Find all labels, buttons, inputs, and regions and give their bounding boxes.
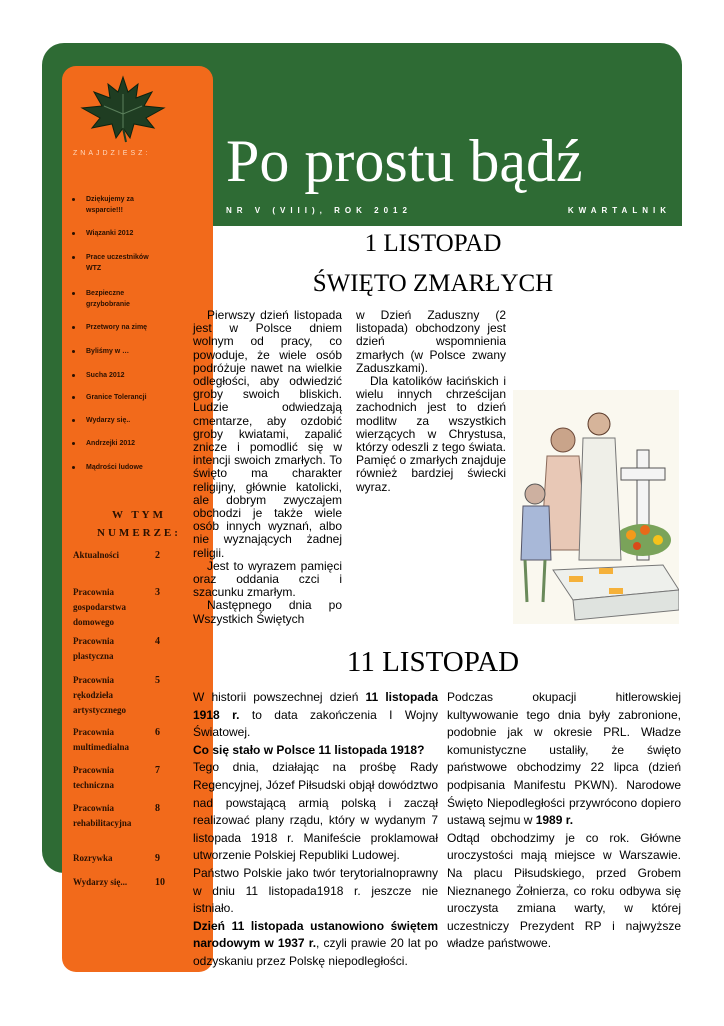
topic-item[interactable]: Mądrości ludowe xyxy=(70,462,210,473)
in-issue-heading: W TYM NUMERZE: xyxy=(97,509,181,539)
paragraph: w Dzień Zaduszny (2 listopada) obchodzony jest dzień wspomnienia zmarłych (w Polsce zwany Zaduszkami). xyxy=(356,308,506,375)
contents-entry[interactable]: Pracownia techniczna 7 xyxy=(73,765,160,790)
bullet-icon xyxy=(72,466,75,469)
contents-entry[interactable]: Aktualności 2 xyxy=(73,550,160,561)
bullet-icon xyxy=(72,198,75,201)
find-label: ZNAJDZIESZ: xyxy=(73,150,151,157)
paragraph: Dla katolików łacińskich i wielu innych chrześcijan zachodnich jest to dzień modlitw za wszystkich wierzących w Chrystusa, którzy odeszli z tego świata. Pamięć o zmarłych znajduje również bardziej świecki wyraz. xyxy=(356,374,506,494)
paragraph: Jest to wyrazem pamięci oraz oddania czci i szacunku zmarłym. xyxy=(193,558,342,600)
paragraph: Państwo Polskie jako twór terytorialnoprawny w dniu 11 listopada1918 r. jeszcze nie istniało. xyxy=(193,865,438,916)
paragraph: Następnego dnia po Wszystkich Świętych xyxy=(193,598,342,626)
bullet-icon xyxy=(72,419,75,422)
contents-entry[interactable]: Pracownia multimedialna 6 xyxy=(73,727,160,752)
paragraph: Tego dnia, działając na prośbę Rady Regencyjnej, Józef Piłsudski objął dowództwo nad powstającą armią polską i zaczął realizować plany rządu, który w wydanym 7 listopada 1918 r. Manifeście proklamował utworzenie Polskiej Republiki Ludowej. xyxy=(193,760,438,863)
article1-heading: 1 LISTOPAD xyxy=(364,230,502,257)
topic-item[interactable]: Przetwory na zimę xyxy=(70,322,210,333)
article1-subheading: ŚWIĘTO ZMARŁYCH xyxy=(312,270,554,297)
topic-item[interactable]: Sucha 2012 xyxy=(70,370,210,381)
bullet-icon xyxy=(72,292,75,295)
contents-entry[interactable]: Pracownia rehabilitacyjna 8 xyxy=(73,803,160,828)
bullet-icon xyxy=(72,396,75,399)
publication-frequency: KWARTALNIK xyxy=(567,206,671,215)
topic-item[interactable]: Prace uczestników WTZ xyxy=(70,252,164,274)
article1-column-2 xyxy=(356,309,506,494)
topic-item[interactable]: Bezpieczne grzybobranie xyxy=(70,288,150,310)
paragraph: Co się stało w Polsce 11 listopada 1918? xyxy=(193,742,425,757)
cemetery-drawing-image xyxy=(513,390,679,624)
topic-item[interactable]: Byliśmy w … xyxy=(70,346,210,357)
paragraph: Pierwszy dzień listopada jest w Polsce dniem wolnym od pracy, co powoduje, że wiele osób podróżuje nawet na wielkie odległości, aby odwiedzić groby swoich bliskich. Ludzie odwiedzają cmentarze, aby ozdobić groby kwiatami, zapalić znicze i pomodlić się w intencji swoich zmarłych. To święto ma charakter religijny, głównie katolicki, ale dobrym zwyczajem obchodzi je także wiele osób innych wyznań, albo nie wyznających żadnej religii. xyxy=(193,308,342,560)
article1-column-1 xyxy=(193,309,342,626)
topic-item[interactable]: Andrzejki 2012 xyxy=(70,438,210,449)
contents-entry[interactable]: Wydarzy się... 10 xyxy=(73,877,165,888)
topic-item[interactable]: Granice Tolerancji xyxy=(70,392,210,403)
bullet-icon xyxy=(72,350,75,353)
paragraph: W historii powszechnej dzień 11 listopada 1918 r. to data zakończenia I Wojny Światowej. xyxy=(193,690,439,740)
bullet-icon xyxy=(72,374,75,377)
bullet-icon xyxy=(72,442,75,445)
paragraph: Podczas okupacji hitlerowskiej kultywowanie tego dnia były zabronione, podobnie jak w okresie PRL. Władze komunistyczne ustaliły, że święto państwowe obchodzimy 22 lipca (dzień podpisania Manifestu PKWN). Narodowe Święto Niepodległości przywrócono dopiero ustawą sejmu w 1989 r. xyxy=(447,690,681,828)
topic-item[interactable]: Wydarzy się.. xyxy=(70,415,210,426)
paragraph: Odtąd obchodzimy je co rok. Główne uroczystości mają miejsce w Warszawie. Na placu Piłsudskiego, przed Grobem Nieznanego Żołnierza, co roku odbywa się uroczysta zmiana warty, w której uczestniczy Prezydent RP i najwyższe władze państwowe. xyxy=(447,830,681,951)
article2-heading: 11 LISTOPAD xyxy=(346,646,520,678)
contents-entry[interactable]: Rozrywka 9 xyxy=(73,853,160,864)
article2-column-2 xyxy=(447,689,681,953)
topic-item[interactable]: Dziękujemy za wsparcie!!! xyxy=(70,194,158,216)
contents-entry[interactable]: Pracownia plastyczna 4 xyxy=(73,636,160,661)
newsletter-title: Po prostu bądź xyxy=(226,128,583,194)
bullet-icon xyxy=(72,326,75,329)
maple-leaf-logo xyxy=(80,74,166,144)
issue-number: NR V (VIII), ROK 2012 xyxy=(226,206,412,215)
bullet-icon xyxy=(72,256,75,259)
bullet-icon xyxy=(72,232,75,235)
contents-entry[interactable]: Pracownia gospodarstwa domowego 3 xyxy=(73,587,160,627)
topic-item[interactable]: Wiązanki 2012 xyxy=(70,228,210,239)
article2-column-1 xyxy=(193,689,438,971)
contents-entry[interactable]: Pracownia rękodzieła artystycznego 5 xyxy=(73,675,160,715)
paragraph: Dzień 11 listopada ustanowiono świętem narodowym w 1937 r., czyli prawie 20 lat po odzyskaniu przez Polskę niepodległości. xyxy=(193,918,438,968)
